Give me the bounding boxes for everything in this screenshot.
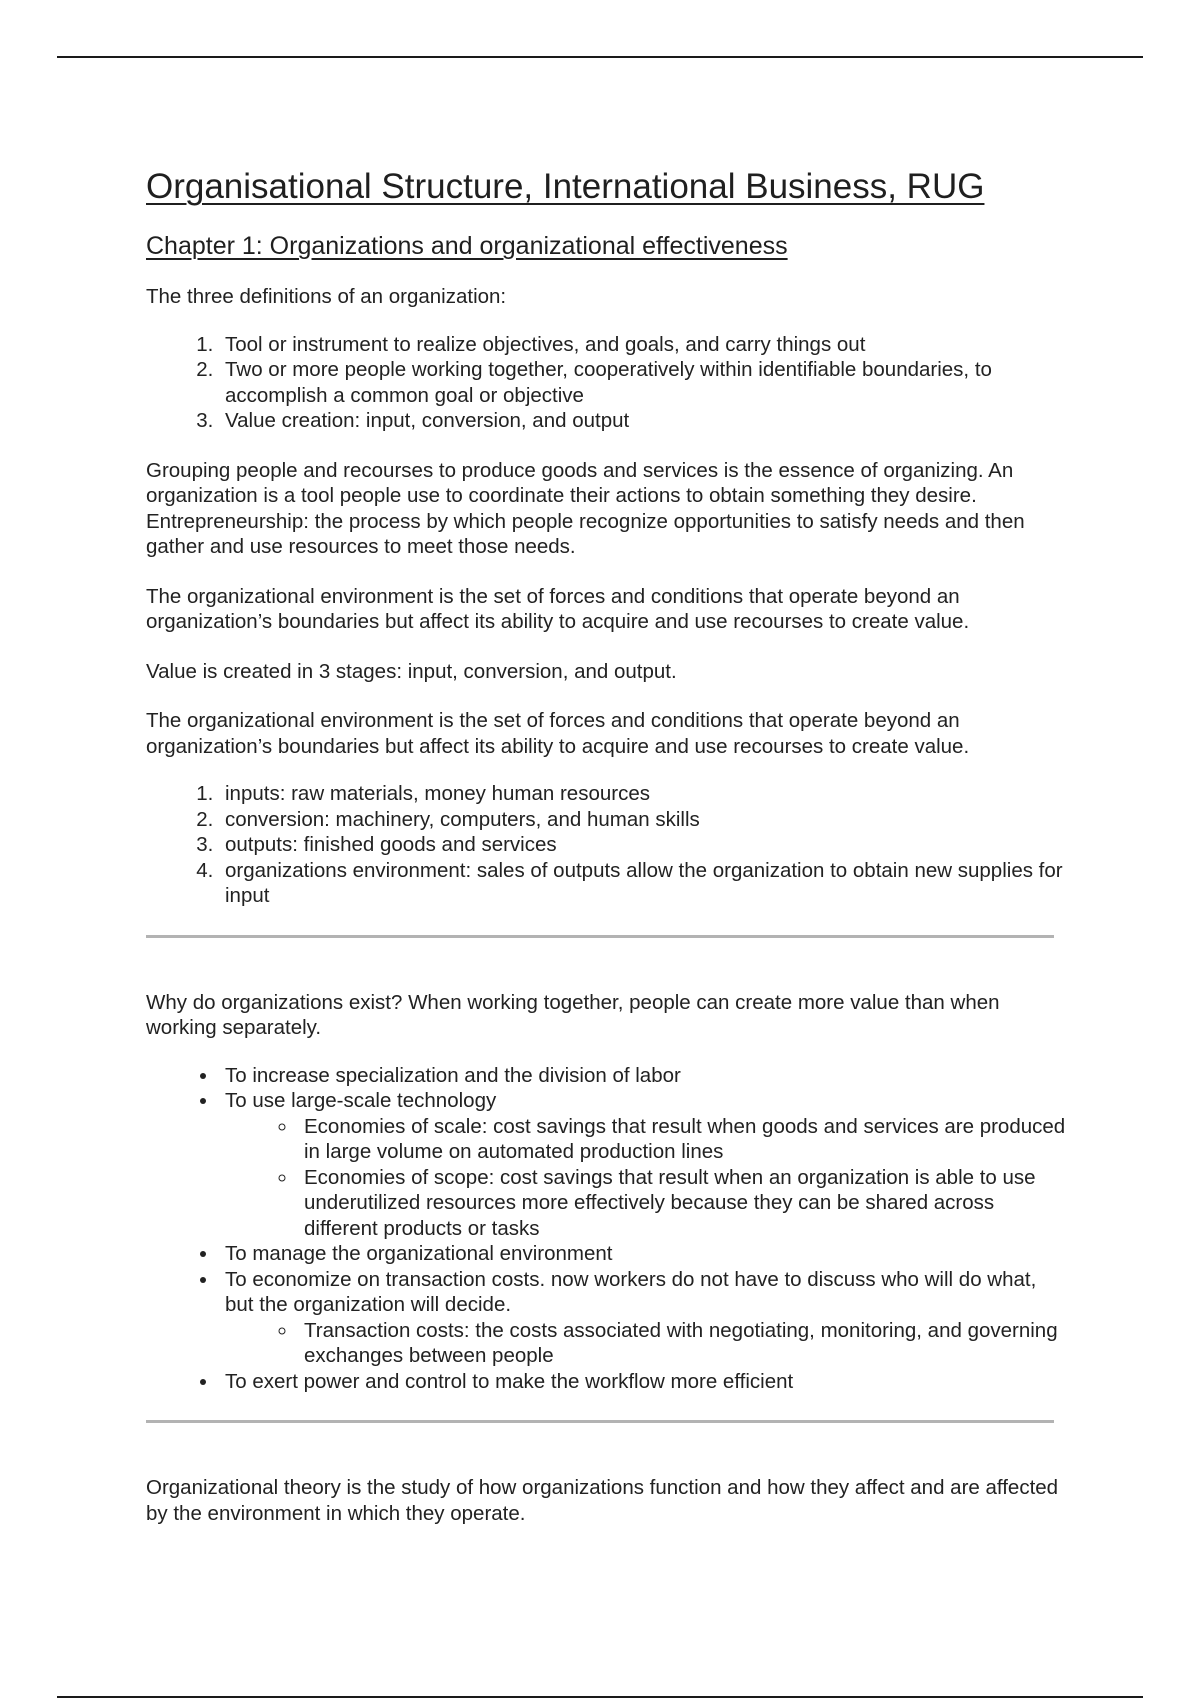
list-item-label: To use large-scale technology: [225, 1089, 497, 1112]
section-divider: [146, 935, 1054, 938]
section-divider: [146, 1420, 1054, 1423]
list-item: • To exert power and control to make the workflow more efficient: [219, 1369, 1066, 1395]
paragraph-why-exist: Why do organizations exist? When working together, people can create more value than when working separately.: [146, 990, 1000, 1039]
chapter-heading: Chapter 1: Organizations and organizational effectiveness: [146, 232, 788, 260]
document-title: Organisational Structure, International Business, RUG: [146, 167, 985, 206]
list-item: 1. inputs: raw materials, money human resources: [219, 781, 1066, 807]
paragraph-value-stages: Value is created in 3 stages: input, conversion, and output.: [146, 659, 677, 683]
sublist-item: ◦ Economies of scale: cost savings that result when goods and services are produced in large volume on automated production lines: [298, 1114, 1066, 1165]
list-item: • To manage the organizational environment: [219, 1241, 1066, 1267]
reasons-list: [146, 1063, 1066, 1395]
list-item: [219, 1267, 1066, 1369]
paragraph-theory: Organizational theory is the study of how organizations function and how they affect and are affected by the environment in which they operate.: [146, 1476, 1059, 1525]
paragraph-grouping: Grouping people and recourses to produce goods and services is the essence of organizing. An organization is a tool people use to coordinate their actions to obtain something they desire. Entrepreneurship: the process by which people recognize opportunities to satisfy needs and then gather and use resources to meet those needs.: [146, 458, 1025, 558]
document-body: [146, 166, 1066, 1526]
sublist-item: ◦ Transaction costs: the costs associated with negotiating, monitoring, and governing exchanges between people: [298, 1318, 1066, 1369]
page-bottom-rule: [57, 1696, 1143, 1698]
stages-list: [146, 781, 1066, 909]
transaction-sublist: [225, 1318, 1066, 1369]
list-item: 3. Value creation: input, conversion, and output: [219, 408, 1066, 434]
list-item: • To increase specialization and the division of labor: [219, 1063, 1066, 1089]
list-item: 1. Tool or instrument to realize objectives, and goals, and carry things out: [219, 332, 1066, 358]
definitions-list: [146, 332, 1066, 434]
list-item: 2. conversion: machinery, computers, and human skills: [219, 807, 1066, 833]
paragraph-environment: The organizational environment is the set of forces and conditions that operate beyond an organization’s boundaries but affect its ability to acquire and use recourses to create value.: [146, 584, 970, 633]
list-item-label: To economize on transaction costs. now workers do not have to discuss who will do what, but the organization will decide.: [225, 1267, 1037, 1316]
page-top-rule: [57, 56, 1143, 58]
list-item: 3. outputs: finished goods and services: [219, 832, 1066, 858]
definitions-intro: The three definitions of an organization:: [146, 285, 507, 308]
technology-sublist: [225, 1114, 1066, 1242]
sublist-item: ◦ Economies of scope: cost savings that result when an organization is able to use underutilized resources more effectively because they can be shared across different products or tasks: [298, 1165, 1066, 1242]
list-item: [219, 1088, 1066, 1241]
paragraph-environment-repeat: The organizational environment is the set of forces and conditions that operate beyond an organization’s boundaries but affect its ability to acquire and use recourses to create value.: [146, 709, 970, 758]
list-item: 4. organizations environment: sales of outputs allow the organization to obtain new supplies for input: [219, 858, 1066, 909]
list-item: 2. Two or more people working together, cooperatively within identifiable boundaries, to accomplish a common goal or objective: [219, 357, 1066, 408]
